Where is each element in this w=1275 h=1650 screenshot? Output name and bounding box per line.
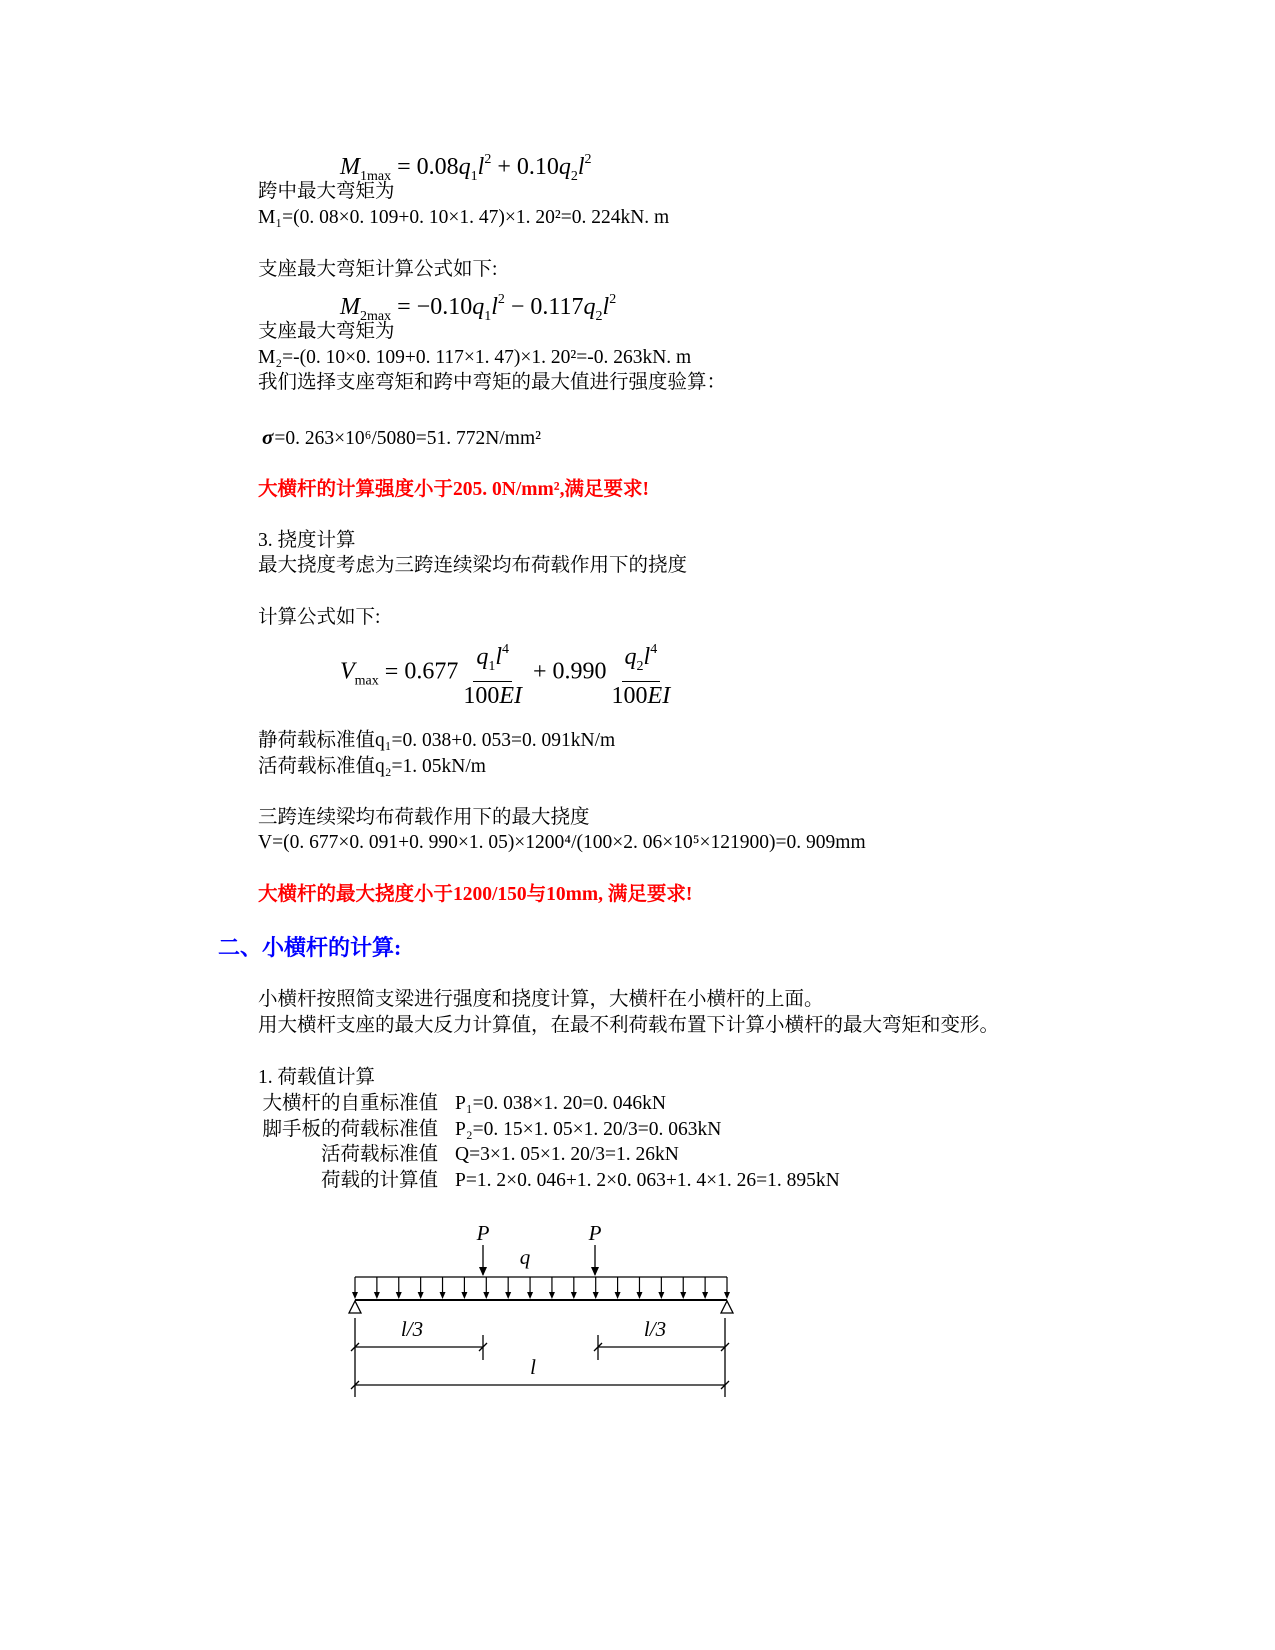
formula-symbol-subscript: 2max — [360, 309, 392, 324]
load-row — [258, 1169, 840, 1193]
load-arrow-head — [615, 1292, 621, 1299]
point-load-left-label: P — [476, 1221, 490, 1245]
formula-l2-exponent: 2 — [584, 152, 592, 167]
formula-l2-exponent: 2 — [609, 292, 617, 307]
dead-load-standard: 静荷载标准值q₁=0. 038+0. 053=0. 091kN/m — [258, 730, 616, 751]
formula-l1-exponent: 4 — [501, 642, 509, 657]
dim-left-label: l/3 — [400, 1317, 424, 1341]
formula-equals: = — [397, 294, 411, 320]
formula-coefficient-1: 0.677 — [404, 658, 459, 685]
point-load-right-arrowhead — [591, 1267, 599, 1276]
formula-q2: q — [624, 644, 637, 670]
formula-coefficient-1: 0.08 — [416, 154, 459, 180]
fraction-numerator — [473, 636, 512, 682]
load-value: P=1. 2×0. 046+1. 2×0. 063+1. 4×1. 26=1. 895kN — [455, 1170, 840, 1191]
formula-coefficient-2: 0.10 — [516, 154, 559, 180]
formula-l1: l — [495, 644, 502, 670]
denominator-number: 100 — [463, 683, 500, 709]
stress-calc-line — [258, 425, 541, 451]
formula-equals: = — [384, 658, 399, 685]
stress-calc: =0. 263×10⁶/5080=51. 772N/mm² — [274, 428, 541, 449]
beam-load-diagram — [340, 1215, 740, 1405]
deflection-note: 最大挠度考虑为三跨连续梁均布荷载作用下的挠度 — [258, 555, 688, 576]
distributed-load-label: q — [519, 1245, 531, 1269]
formula-l1: l — [491, 294, 498, 320]
midspan-moment-label: 跨中最大弯矩为 — [258, 181, 395, 202]
load-arrow-head — [702, 1292, 708, 1299]
load-label: 大横杆的自重标准值 — [262, 1093, 438, 1114]
section-intro-2: 用大横杆支座的最大反力计算值，在最不利荷载布置下计算小横杆的最大弯矩和变形。 — [258, 1015, 1000, 1036]
formula-q1-subscript: 1 — [484, 309, 492, 324]
formula-operator: + — [497, 154, 511, 180]
load-row — [258, 1143, 679, 1167]
load-arrow-head — [527, 1292, 533, 1299]
formula-coefficient-2: 0.117 — [530, 294, 584, 320]
support-moment-label: 支座最大弯矩为 — [258, 321, 395, 342]
load-arrow-head — [418, 1292, 424, 1299]
point-load-left-arrowhead — [479, 1267, 487, 1276]
load-label: 脚手板的荷载标准值 — [262, 1119, 438, 1140]
load-arrow-head — [483, 1292, 489, 1299]
formula-q1: q — [476, 644, 489, 670]
load-arrow-head — [549, 1292, 555, 1299]
load-arrow-head — [396, 1292, 402, 1299]
formula-q1-subscript: 1 — [470, 169, 478, 184]
formula-symbol: V — [340, 658, 355, 685]
formula-l2: l — [643, 644, 651, 670]
midspan-moment-calc: M₁=(0. 08×0. 109+0. 10×1. 47)×1. 20²=0. 224kN. m — [258, 207, 670, 228]
formula-q2: q — [558, 154, 571, 180]
strength-result: 大横杆的计算强度小于205. 0N/mm²,满足要求! — [258, 479, 649, 500]
formula-coefficient-2: 0.990 — [552, 658, 607, 685]
deflection-formula-intro: 计算公式如下: — [258, 607, 381, 628]
load-value: P₂=0. 15×1. 05×1. 20/3=0. 063kN — [455, 1119, 722, 1140]
section-intro-1: 小横杆按照简支梁进行强度和挠度计算，大横杆在小横杆的上面。 — [258, 989, 824, 1010]
support-formula-intro: 支座最大弯矩计算公式如下: — [258, 259, 498, 280]
support-moment-calc: M₂=-(0. 10×0. 109+0. 117×1. 47)×1. 20²=-0. 263kN. m — [258, 347, 692, 368]
fraction-denominator — [460, 682, 525, 710]
section-heading: 二、小横杆的计算: — [218, 935, 402, 960]
formula-l1-exponent: 2 — [497, 292, 505, 307]
load-arrow-head — [680, 1292, 686, 1299]
load-label: 荷载的计算值 — [320, 1170, 438, 1191]
formula-fraction-2 — [609, 636, 674, 710]
load-value: Q=3×1. 05×1. 20/3=1. 26kN — [455, 1144, 679, 1165]
load-arrow-head — [658, 1292, 664, 1299]
fraction-denominator — [609, 682, 674, 710]
formula-q1-subscript: 1 — [488, 659, 496, 674]
load-arrow-head — [724, 1292, 730, 1299]
deflection-formula — [340, 636, 675, 710]
load-arrow-head — [593, 1292, 599, 1299]
load-arrow-head — [440, 1292, 446, 1299]
formula-symbol: M — [340, 294, 360, 320]
load-arrow-head — [636, 1292, 642, 1299]
deflection-heading: 3. 挠度计算 — [258, 530, 356, 551]
max-deflection-label: 三跨连续梁均布荷载作用下的最大挠度 — [258, 807, 590, 828]
sigma-symbol: σ — [262, 425, 274, 449]
formula-q1: q — [472, 294, 485, 320]
load-arrow-head — [571, 1292, 577, 1299]
load-row — [258, 1092, 666, 1116]
load-label: 活荷载标准值 — [320, 1144, 438, 1165]
formula-symbol: M — [340, 154, 360, 180]
point-load-right-label: P — [588, 1221, 602, 1245]
formula-equals: = — [397, 154, 411, 180]
denominator-variables: EI — [647, 683, 671, 709]
denominator-number: 100 — [611, 683, 648, 709]
right-support-icon — [721, 1301, 733, 1313]
formula-q2-subscript: 2 — [636, 659, 644, 674]
live-load-standard: 活荷载标准值q₂=1. 05kN/m — [258, 756, 486, 777]
deflection-result: 大横杆的最大挠度小于1200/150与10mm, 满足要求! — [258, 884, 693, 905]
formula-operator: − — [510, 294, 525, 320]
formula-q2-subscript: 2 — [595, 309, 603, 324]
left-support-icon — [349, 1301, 361, 1313]
formula-coefficient-1: −0.10 — [416, 294, 473, 320]
formula-l2: l — [602, 294, 610, 320]
dim-span-label: l — [530, 1355, 536, 1379]
formula-symbol-subscript: 1max — [360, 169, 392, 184]
max-deflection-calc: V=(0. 677×0. 091+0. 990×1. 05)×1200⁴/(100×2. 06×10⁵×121900)=0. 909mm — [258, 832, 866, 853]
load-arrow-head — [374, 1292, 380, 1299]
formula-fraction-1 — [460, 636, 525, 710]
formula-l1-exponent: 2 — [484, 152, 492, 167]
load-arrow-head — [461, 1292, 467, 1299]
dim-right-label: l/3 — [643, 1317, 667, 1341]
formula-operator: + — [532, 658, 547, 685]
denominator-variables: EI — [499, 683, 522, 709]
fraction-numerator — [622, 636, 661, 682]
formula-l2-exponent: 4 — [650, 642, 658, 657]
load-value: P₁=0. 038×1. 20=0. 046kN — [455, 1093, 666, 1114]
load-arrow-head — [505, 1292, 511, 1299]
formula-q2: q — [583, 294, 596, 320]
formula-l1: l — [477, 154, 485, 180]
formula-q2-subscript: 2 — [570, 169, 578, 184]
formula-l2: l — [577, 154, 585, 180]
formula-q1: q — [458, 154, 471, 180]
formula-symbol-subscript: max — [354, 673, 379, 689]
load-row — [258, 1118, 721, 1142]
load-arrow-head — [352, 1292, 358, 1299]
strength-check-intro: 我们选择支座弯矩和跨中弯矩的最大值进行强度验算： — [258, 372, 727, 393]
distributed-load-arrows — [352, 1277, 730, 1299]
loads-heading: 1. 荷载值计算 — [258, 1067, 376, 1088]
